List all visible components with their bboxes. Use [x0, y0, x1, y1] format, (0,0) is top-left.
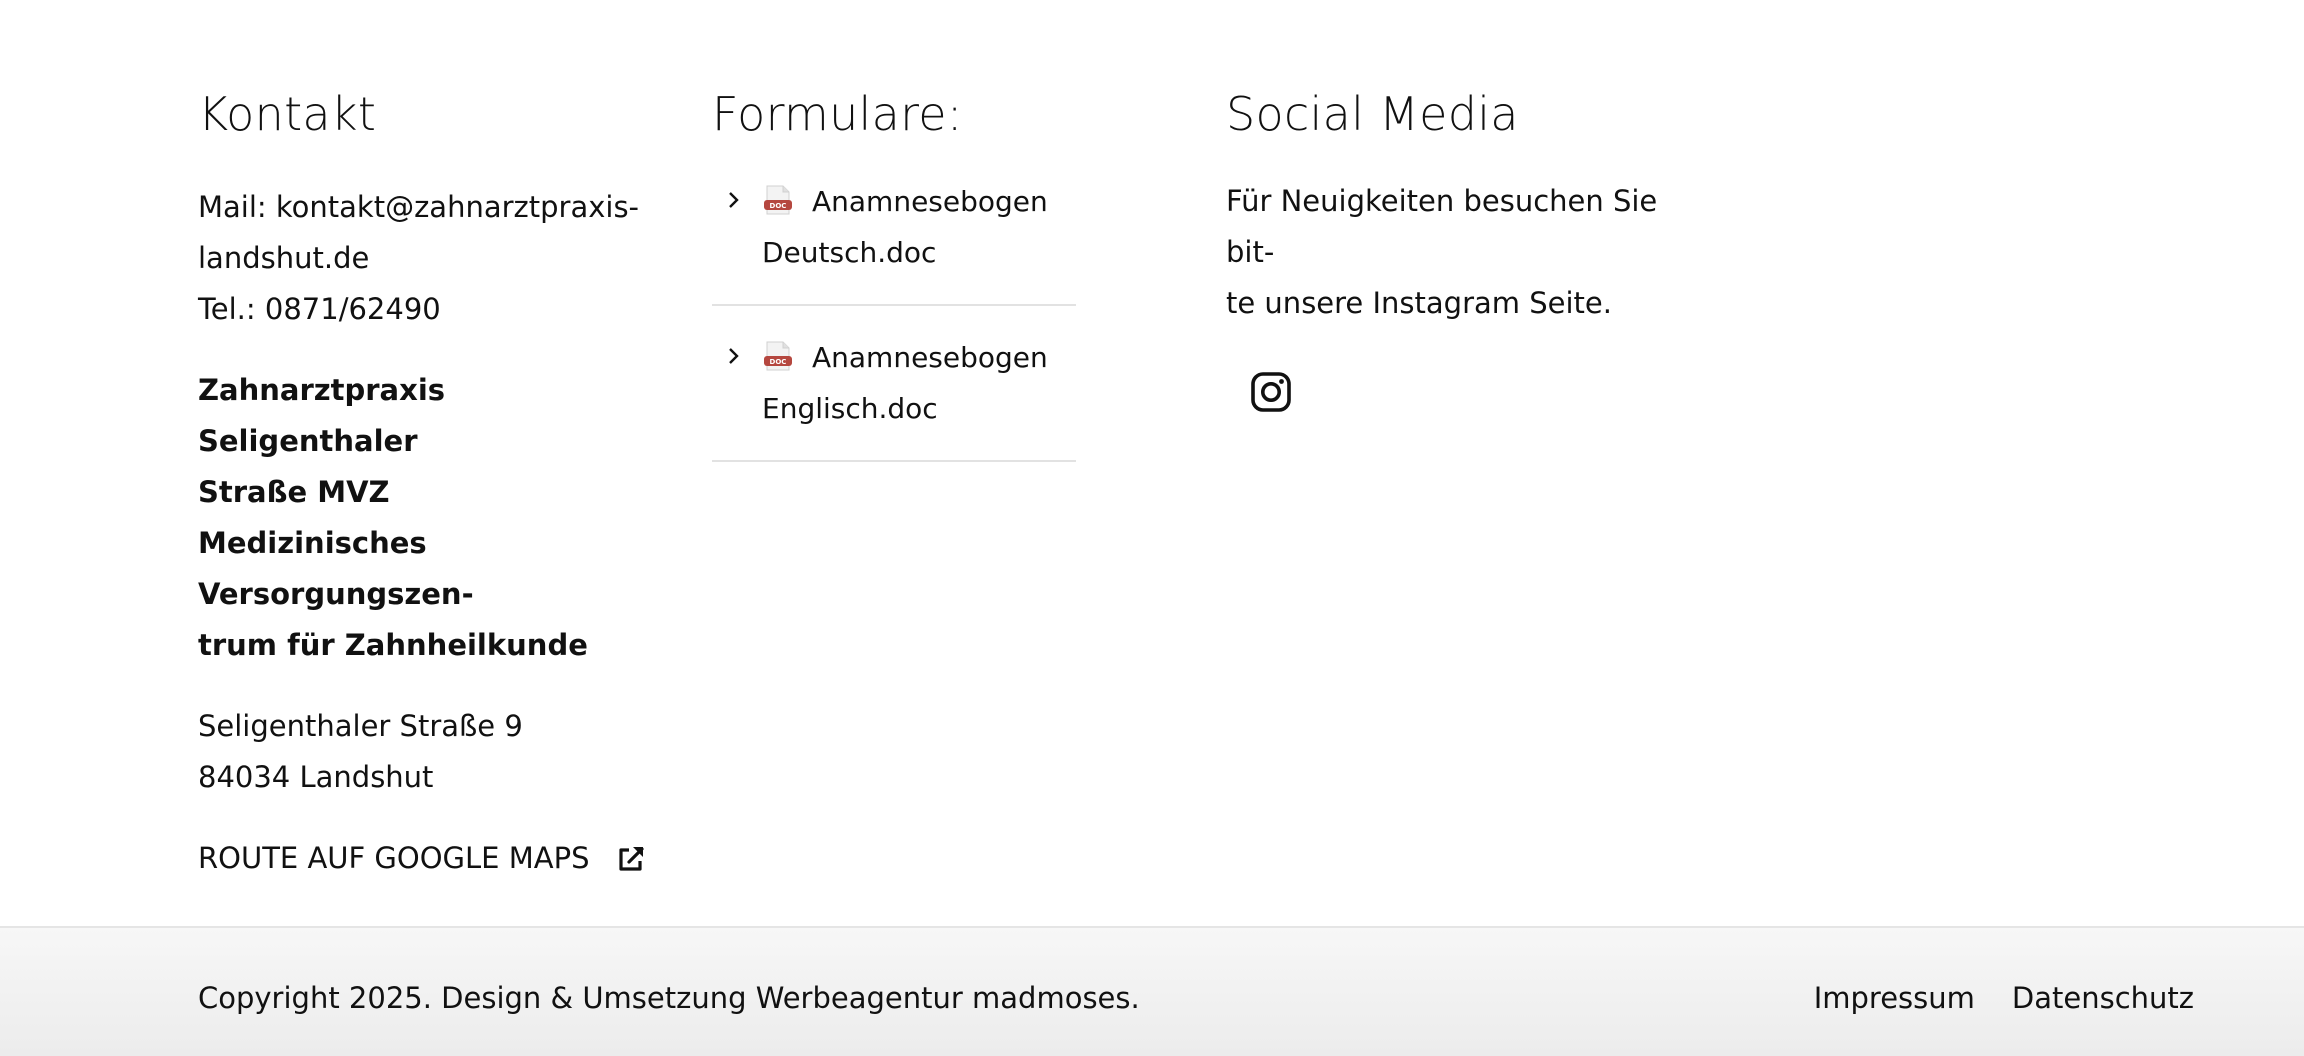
- social-heading: Social Media: [1226, 87, 1519, 141]
- contact-lines: [198, 182, 668, 335]
- datenschutz-link[interactable]: Datenschutz: [2011, 981, 2194, 1015]
- chevron-right-icon: [726, 344, 742, 368]
- instagram-icon[interactable]: [1248, 369, 1294, 415]
- form-title-line-1: Anamnesebogen: [812, 341, 1048, 374]
- practice-name: [198, 365, 668, 671]
- practice-line-2: Straße MVZ: [198, 475, 390, 509]
- social-text-line-2: te unsere Instagram Seite.: [1226, 286, 1612, 320]
- impressum-link[interactable]: Impressum: [1813, 981, 1975, 1015]
- bottom-bar: [0, 926, 2304, 1056]
- form-title-line-2: Englisch.doc: [762, 392, 938, 425]
- doc-file-icon: [762, 184, 794, 216]
- social-column: [1226, 82, 1706, 415]
- chevron-right-icon: [726, 188, 742, 212]
- address: [198, 701, 668, 803]
- svg-text:DOC: DOC: [769, 358, 787, 366]
- social-text: [1226, 176, 1706, 329]
- contact-column: [198, 82, 668, 884]
- contact-mail-line-2[interactable]: landshut.de: [198, 241, 370, 275]
- google-maps-route-link[interactable]: [198, 833, 668, 884]
- route-link-label: ROUTE AUF GOOGLE MAPS: [198, 841, 590, 875]
- doc-file-icon: [762, 340, 794, 372]
- address-street: Seligenthaler Straße 9: [198, 709, 523, 743]
- contact-phone[interactable]: Tel.: 0871/62490: [198, 292, 441, 326]
- practice-line-1: Zahnarztpraxis Seligenthaler: [198, 373, 446, 458]
- copyright-text: Copyright 2025. Design & Umsetzung Werbeagentur madmoses.: [198, 981, 1140, 1015]
- forms-list: [712, 176, 1076, 462]
- svg-text:DOC: DOC: [769, 202, 787, 210]
- form-title-line-1: Anamnesebogen: [812, 185, 1048, 218]
- contact-mail-line-1[interactable]: Mail: kontakt@zahnarztpraxis-: [198, 190, 640, 224]
- social-text-line-1: Für Neuigkeiten besuchen Sie bit-: [1226, 184, 1658, 269]
- form-download-deutsch[interactable]: [712, 176, 1076, 306]
- external-link-icon: [615, 843, 647, 875]
- form-download-englisch[interactable]: [712, 332, 1076, 462]
- practice-line-3: Medizinisches Versorgungszen-: [198, 526, 474, 611]
- forms-heading: Formulare:: [712, 87, 963, 141]
- forms-column: [712, 82, 1076, 488]
- address-city: 84034 Landshut: [198, 760, 434, 794]
- legal-links: [1814, 978, 2194, 1018]
- form-title-line-2: Deutsch.doc: [762, 236, 937, 269]
- contact-heading: Kontakt: [198, 87, 377, 141]
- practice-line-4: trum für Zahnheilkunde: [198, 628, 588, 662]
